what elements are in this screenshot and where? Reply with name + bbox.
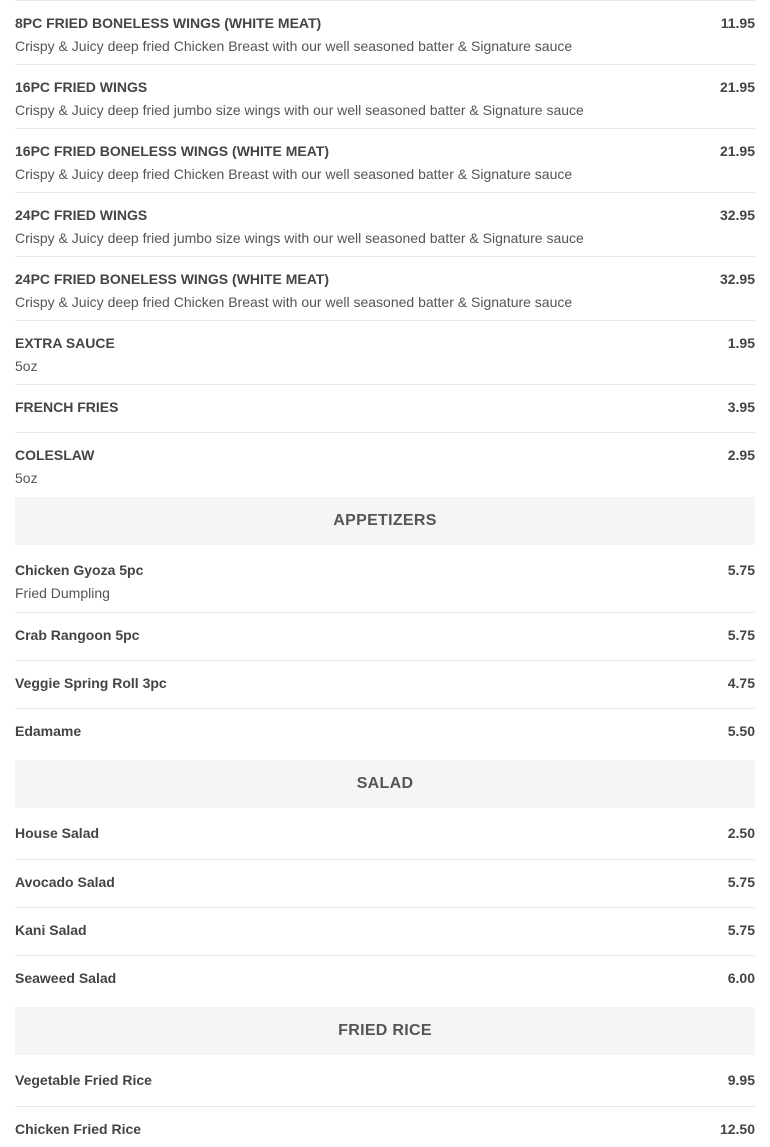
item-name: Seaweed Salad [15, 970, 117, 986]
item-name: 24PC FRIED WINGS [15, 207, 148, 223]
item-price: 3.95 [727, 399, 755, 415]
item-description: Crispy & Juicy deep fried Chicken Breast with our well seasoned batter & Signature sauce [15, 294, 573, 310]
section-header-salad: SALAD [15, 760, 755, 808]
section-header-appetizers: APPETIZERS [15, 497, 755, 545]
item-name: EXTRA SAUCE [15, 335, 115, 351]
item-name: Crab Rangoon 5pc [15, 627, 140, 643]
item-price: 2.95 [727, 447, 755, 463]
menu-item[interactable] [15, 129, 755, 193]
item-name: 16PC FRIED BONELESS WINGS (WHITE MEAT) [15, 143, 329, 159]
item-name: Veggie Spring Roll 3pc [15, 675, 167, 691]
item-name: 16PC FRIED WINGS [15, 79, 148, 95]
item-description: Crispy & Juicy deep fried jumbo size wings with our well seasoned batter & Signature sauce [15, 102, 584, 118]
item-name: Avocado Salad [15, 874, 115, 890]
item-name: Vegetable Fried Rice [15, 1072, 152, 1088]
menu-item[interactable] [15, 1107, 755, 1143]
section-header-fried-rice: FRIED RICE [15, 1007, 755, 1055]
item-description: Crispy & Juicy deep fried Chicken Breast with our well seasoned batter & Signature sauce [15, 166, 573, 182]
item-price: 9.95 [727, 1072, 755, 1088]
item-name: Edamame [15, 723, 82, 739]
menu-item[interactable] [15, 709, 755, 760]
menu-list [15, 0, 755, 1143]
item-price: 6.00 [727, 970, 755, 986]
menu-item[interactable] [15, 433, 755, 497]
item-description: 5oz [15, 470, 38, 486]
item-name: 8PC FRIED BONELESS WINGS (WHITE MEAT) [15, 15, 322, 31]
menu-item[interactable] [15, 1055, 755, 1107]
item-description: Crispy & Juicy deep fried Chicken Breast with our well seasoned batter & Signature sauce [15, 38, 573, 54]
menu-item[interactable] [15, 257, 755, 321]
menu-item[interactable] [15, 808, 755, 860]
item-description: Fried Dumpling [15, 585, 110, 601]
item-name: COLESLAW [15, 447, 95, 463]
item-price: 4.75 [727, 675, 755, 691]
item-price: 5.75 [727, 874, 755, 890]
item-price: 32.95 [719, 207, 755, 223]
item-description: Crispy & Juicy deep fried jumbo size wings with our well seasoned batter & Signature sauce [15, 230, 584, 246]
item-description: 5oz [15, 358, 38, 374]
item-price: 5.50 [727, 723, 755, 739]
item-name: Chicken Fried Rice [15, 1121, 142, 1137]
item-name: House Salad [15, 825, 100, 841]
item-name: 24PC FRIED BONELESS WINGS (WHITE MEAT) [15, 271, 329, 287]
menu-item[interactable] [15, 1, 755, 65]
item-name: Kani Salad [15, 922, 87, 938]
menu-item[interactable] [15, 385, 755, 433]
item-price: 5.75 [727, 922, 755, 938]
item-price: 12.50 [719, 1121, 755, 1137]
menu-item[interactable] [15, 193, 755, 257]
menu-item[interactable] [15, 613, 755, 661]
item-price: 2.50 [727, 825, 755, 841]
menu-item[interactable] [15, 908, 755, 956]
item-price: 5.75 [727, 627, 755, 643]
item-price: 32.95 [719, 271, 755, 287]
menu-item[interactable] [15, 860, 755, 908]
item-price: 5.75 [727, 562, 755, 578]
item-price: 11.95 [720, 15, 755, 31]
item-price: 21.95 [719, 79, 755, 95]
item-name: Chicken Gyoza 5pc [15, 562, 144, 578]
menu-item[interactable] [15, 956, 755, 1007]
menu-item[interactable] [15, 321, 755, 385]
item-price: 21.95 [719, 143, 755, 159]
menu-item[interactable] [15, 65, 755, 129]
menu-item[interactable] [15, 661, 755, 709]
item-name: FRENCH FRIES [15, 399, 119, 415]
menu-item[interactable] [15, 545, 755, 613]
item-price: 1.95 [727, 335, 755, 351]
